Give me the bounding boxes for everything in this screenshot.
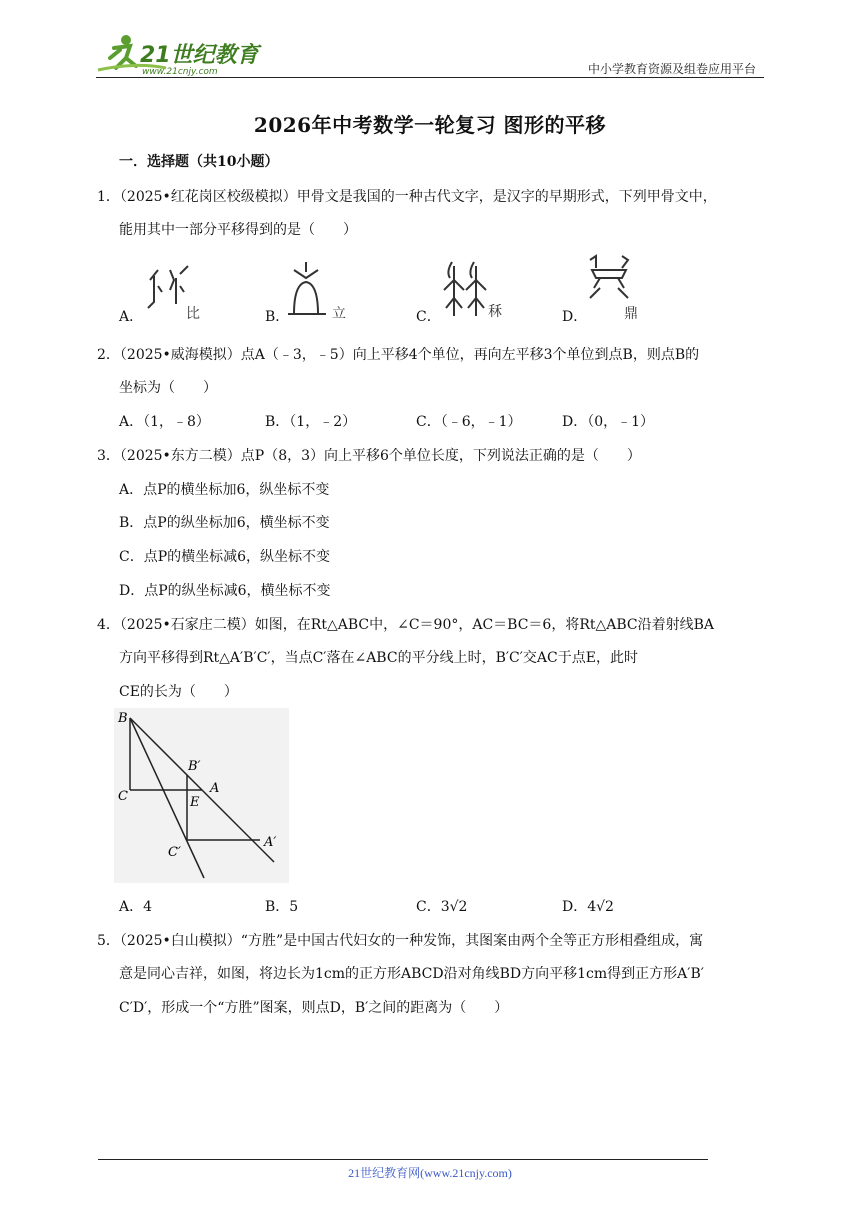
header-divider: [96, 77, 764, 78]
q1-option-a-caption: 比: [186, 306, 200, 322]
q4-label-ap: A′: [264, 835, 277, 850]
q3-line1: 3．（2025•东方二模）点P（8，3）向上平移6个单位长度，下列说法正确的是（ ）: [97, 448, 641, 464]
q4-figure-bg: [114, 708, 289, 883]
q1-line1: 1．（2025•红花岗区校级模拟）甲骨文是我国的一种古代文字，是汉字的早期形式，下列甲骨文中，: [97, 189, 717, 205]
q4-label-c: C: [118, 789, 128, 804]
q1-option-a-label[interactable]: A．: [119, 309, 144, 325]
q1-option-c-caption: 秝: [488, 304, 502, 320]
q1-option-d-glyph-icon: [584, 252, 654, 324]
q2-option-c[interactable]: C．（﹣6，﹣1）: [416, 414, 522, 430]
q2-line1: 2．（2025•威海模拟）点A（﹣3，﹣5）向上平移4个单位，再向左平移3个单位到点B，则点B的: [97, 347, 700, 363]
q4-figure: [114, 708, 289, 883]
q2-option-d[interactable]: D．（0，﹣1）: [562, 414, 655, 430]
logo: [96, 32, 266, 76]
footer-text[interactable]: 21世纪教育网(www.21cnjy.com): [348, 1166, 512, 1180]
q2-option-b[interactable]: B．（1，﹣2）: [265, 414, 357, 430]
q1-line2: 能用其中一部分平移得到的是（ ）: [119, 222, 357, 238]
q1-option-b-label[interactable]: B．: [265, 309, 290, 325]
q4-option-d[interactable]: D．4√2: [562, 899, 614, 915]
section-heading: 一．选择题（共10小题）: [119, 154, 279, 170]
q4-line1: 4．（2025•石家庄二模）如图，在Rt△ABC中，∠C＝90°，AC＝BC＝6，将Rt△ABC沿着射线BA: [97, 617, 715, 633]
footer-divider: [98, 1159, 708, 1160]
q5-line2: 意是同心吉祥，如图，将边长为1cm的正方形ABCD沿对角线BD方向平移1cm得到正方形A′B′: [119, 966, 704, 982]
q3-option-b[interactable]: B．点P的纵坐标加6，横坐标不变: [119, 515, 330, 531]
q1-option-b-glyph-icon: [282, 258, 352, 324]
q4-label-a: A: [210, 781, 220, 796]
q3-option-c[interactable]: C．点P的横坐标减6，纵坐标不变: [119, 549, 331, 565]
q4-label-bp: B′: [188, 759, 201, 774]
q1-option-c-glyph-icon: [440, 258, 510, 324]
page-title: 2026年中考数学一轮复习 图形的平移: [253, 113, 607, 137]
q5-line3: C′D′，形成一个“方胜”图案，则点D，B′之间的距离为（ ）: [119, 1000, 509, 1016]
q4-line3: CE的长为（ ）: [119, 684, 238, 700]
q1-option-b-caption: 立: [332, 306, 346, 322]
q4-option-a[interactable]: A．4: [119, 899, 153, 915]
q3-option-d[interactable]: D．点P的纵坐标减6，横坐标不变: [119, 583, 331, 599]
q4-option-c[interactable]: C．3√2: [416, 899, 468, 915]
q1-option-d-label[interactable]: D．: [562, 309, 588, 325]
q1-option-a-glyph-icon: [140, 258, 210, 324]
q4-option-b[interactable]: B．5: [265, 899, 299, 915]
q1-option-d-caption: 鼎: [624, 306, 638, 322]
q2-line2: 坐标为（ ）: [119, 380, 217, 396]
q4-line2: 方向平移得到Rt△A′B′C′，当点C′落在∠ABC的平分线上时，B′C′交AC于点E，此时: [119, 650, 638, 666]
platform-name: 中小学教育资源及组卷应用平台: [587, 62, 756, 76]
q4-label-cp: C′: [168, 845, 181, 860]
q4-label-e: E: [190, 795, 200, 810]
q5-line1: 5．（2025•白山模拟）“方胜”是中国古代妇女的一种发饰，其图案由两个全等正方形相叠组成，寓: [97, 933, 704, 949]
q1-option-c-label[interactable]: C．: [416, 309, 441, 325]
logo-url: www.21cnjy.com: [142, 67, 218, 76]
q4-label-b: B: [118, 711, 128, 726]
q3-option-a[interactable]: A．点P的横坐标加6，纵坐标不变: [119, 482, 330, 498]
q2-option-a[interactable]: A．（1，﹣8）: [119, 414, 210, 430]
runner-logo-icon: [96, 32, 266, 76]
logo-text: 21世纪教育: [140, 43, 259, 68]
